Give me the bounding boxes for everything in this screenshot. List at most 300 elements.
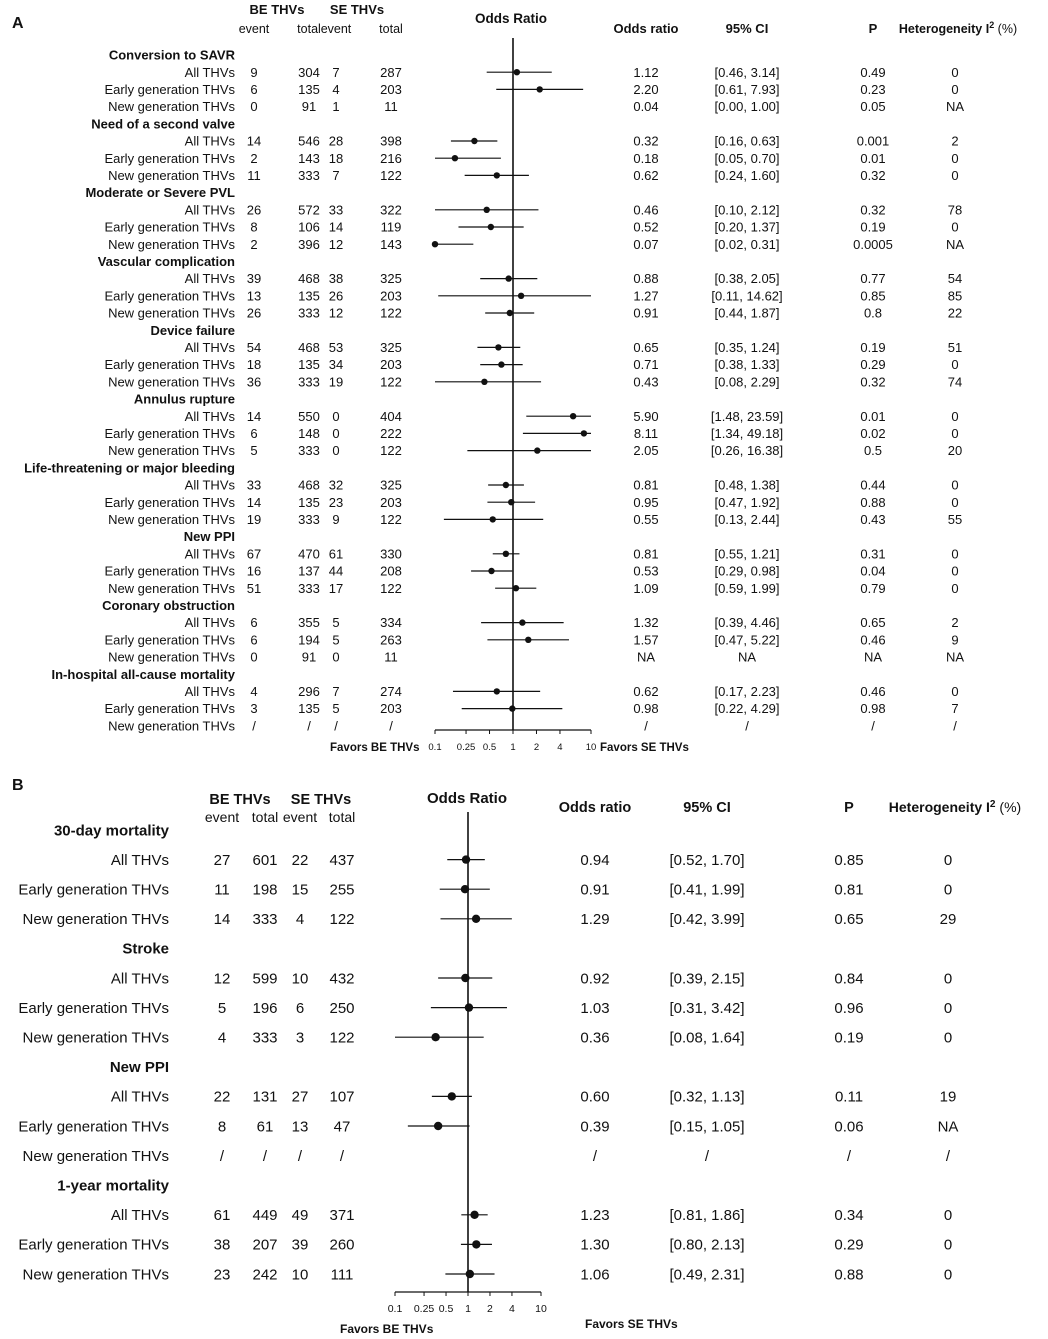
heterogeneity-value: 0 (943, 881, 953, 899)
ci-value: [0.81, 1.86] (669, 1207, 745, 1225)
odds-ratio-value: 0.71 (633, 357, 659, 373)
odds-ratio-value: 0.62 (633, 683, 659, 699)
se-total-value: 122 (380, 511, 402, 527)
se-event-header: event (320, 22, 352, 36)
ci-value: NA (737, 649, 757, 665)
be-event-value: 8 (217, 1118, 227, 1136)
group-title: Conversion to SAVR (108, 47, 235, 63)
p-value: 0.23 (860, 81, 886, 97)
p-value: 0.19 (860, 219, 886, 235)
heterogeneity-label: Heterogeneity I (888, 799, 990, 815)
se-total-value: 208 (380, 563, 402, 579)
be-total-value: 333 (298, 580, 320, 596)
row-label: All THVs (110, 1088, 169, 1106)
be-event-value: 36 (246, 374, 262, 390)
heterogeneity-value: 0 (951, 477, 959, 493)
be-total-header: total (297, 22, 321, 36)
row-label: All THVs (184, 546, 235, 562)
se-event-value: 10 (291, 970, 309, 988)
se-total-value: 203 (380, 357, 402, 373)
p-column-header: P (844, 800, 854, 816)
group-title: 1-year mortality (57, 1177, 169, 1195)
se-event-value: 7 (332, 167, 340, 183)
row-label: All THVs (184, 202, 235, 218)
p-value: 0.85 (834, 851, 864, 869)
se-total-value: 404 (380, 408, 402, 424)
se-event-value: 12 (328, 305, 344, 321)
be-event-value: 26 (246, 305, 262, 321)
odds-ratio-value: 0.04 (633, 99, 659, 115)
row-label: Early generation THVs (18, 881, 169, 899)
row-label: All THVs (110, 851, 169, 869)
row-label: New generation THVs (108, 305, 235, 321)
odds-ratio-point (581, 430, 587, 436)
heterogeneity-value: 0 (951, 81, 959, 97)
be-total-value: 333 (298, 305, 320, 321)
odds-ratio-value: / (592, 1147, 598, 1165)
se-event-value: 10 (291, 1266, 309, 1284)
odds-ratio-point (471, 138, 477, 144)
p-value: 0.04 (860, 563, 886, 579)
se-total-header: total (379, 22, 403, 36)
se-total-value: 263 (380, 632, 402, 648)
p-value: 0.19 (834, 1029, 864, 1047)
odds-ratio-point (498, 361, 504, 367)
ci-value: [0.49, 2.31] (669, 1266, 745, 1284)
se-total-value: / (389, 718, 393, 734)
p-value: 0.32 (860, 374, 886, 390)
row-label: All THVs (184, 615, 235, 631)
be-total-value: 396 (298, 236, 320, 252)
be-total-value: 196 (252, 999, 278, 1017)
odds-ratio-column-header: Odds ratio (558, 800, 632, 816)
heterogeneity-value: 0 (943, 999, 953, 1017)
p-value: 0.0005 (853, 236, 893, 252)
be-event-value: 67 (246, 546, 262, 562)
se-event-value: 23 (328, 494, 344, 510)
heterogeneity-superscript: 2 (989, 20, 995, 30)
odds-ratio-point (495, 344, 501, 350)
be-thvs-header: BE THVs (209, 792, 271, 808)
be-event-value: 4 (250, 683, 258, 699)
heterogeneity-value: NA (937, 1118, 959, 1136)
odds-ratio-value: 0.62 (633, 167, 659, 183)
odds-ratio-value: 0.65 (633, 339, 659, 355)
ci-value: [0.26, 16.38] (710, 443, 784, 459)
p-value: 0.29 (860, 357, 886, 373)
heterogeneity-column-header (889, 799, 1021, 815)
be-total-value: 135 (298, 357, 320, 373)
be-total-value: 198 (252, 881, 278, 899)
p-value: 0.46 (860, 683, 886, 699)
odds-ratio-point (481, 379, 487, 385)
be-total-value: 468 (298, 271, 320, 287)
p-value: 0.06 (834, 1118, 864, 1136)
heterogeneity-value: / (945, 1147, 951, 1165)
be-event-value: 26 (246, 202, 262, 218)
odds-ratio-point (570, 413, 576, 419)
p-value: 0.8 (863, 305, 883, 321)
se-event-value: 32 (328, 477, 344, 493)
odds-ratio-point (519, 619, 525, 625)
row-label: New generation THVs (108, 99, 235, 115)
be-total-value: / (262, 1147, 268, 1165)
ci-value: [0.38, 2.05] (714, 271, 780, 287)
se-total-value: 107 (329, 1088, 355, 1106)
odds-ratio-point (507, 310, 513, 316)
group-title: New PPI (183, 529, 235, 545)
odds-ratio-plot-title: Odds Ratio (474, 11, 548, 26)
heterogeneity-value: 0 (943, 851, 953, 869)
se-event-value: 6 (295, 999, 305, 1017)
odds-ratio-point (514, 69, 520, 75)
be-event-value: 14 (246, 494, 262, 510)
be-event-value: / (252, 718, 256, 734)
odds-ratio-value: 1.23 (580, 1207, 610, 1225)
ci-value: [0.80, 2.13] (669, 1236, 745, 1254)
ci-value: [0.13, 2.44] (714, 511, 780, 527)
row-label: New generation THVs (108, 649, 235, 665)
be-event-value: 2 (250, 236, 258, 252)
se-total-value: 203 (380, 288, 402, 304)
se-total-value: 371 (329, 1207, 355, 1225)
be-event-value: 3 (250, 701, 258, 717)
favors-be-label: Favors BE THVs (330, 742, 420, 754)
x-axis-tick-label: 4 (557, 742, 563, 753)
p-value: 0.98 (860, 701, 886, 717)
x-axis-tick-label: 10 (585, 742, 597, 753)
odds-ratio-point (534, 447, 540, 453)
odds-ratio-point (472, 915, 480, 923)
se-event-value: 39 (291, 1236, 309, 1254)
p-value: 0.29 (834, 1236, 864, 1254)
x-axis-tick-label: 4 (509, 1303, 515, 1315)
row-label: New generation THVs (108, 374, 235, 390)
ci-value: [0.10, 2.12] (714, 202, 780, 218)
favors-se-label: Favors SE THVs (585, 1317, 678, 1331)
ci-value: [0.55, 1.21] (714, 546, 780, 562)
se-total-value: 250 (329, 999, 355, 1017)
se-thvs-header: SE THVs (290, 792, 352, 808)
se-total-value: 119 (380, 219, 402, 235)
se-total-value: 432 (329, 970, 355, 988)
odds-ratio-point (466, 1270, 474, 1278)
se-event-value: 5 (332, 632, 340, 648)
row-label: Early generation THVs (18, 1118, 169, 1136)
ci-value: [0.15, 1.05] (669, 1118, 745, 1136)
se-event-value: 5 (332, 701, 340, 717)
be-total-value: 106 (298, 219, 320, 235)
heterogeneity-label: Heterogeneity I (898, 22, 990, 36)
odds-ratio-value: 1.12 (633, 64, 659, 80)
panel-letter: A (12, 15, 24, 32)
be-event-value: 11 (214, 881, 230, 899)
odds-ratio-value: 1.30 (580, 1236, 610, 1254)
odds-ratio-column-header: Odds ratio (613, 21, 679, 36)
be-event-value: 12 (213, 970, 231, 988)
heterogeneity-value: / (953, 718, 957, 734)
panel-letter: B (12, 777, 24, 794)
se-total-value: 322 (380, 202, 402, 218)
be-total-value: 599 (252, 970, 278, 988)
ci-value: [1.48, 23.59] (710, 408, 784, 424)
odds-ratio-point (452, 155, 458, 161)
be-total-value: 91 (301, 649, 317, 665)
odds-ratio-value: 1.29 (580, 911, 610, 929)
se-total-value: / (339, 1147, 345, 1165)
ci-value: [0.38, 1.33] (714, 357, 780, 373)
ci-value: / (704, 1147, 710, 1165)
heterogeneity-value: 2 (951, 133, 959, 149)
p-value: 0.96 (834, 999, 864, 1017)
odds-ratio-value: 0.39 (580, 1118, 610, 1136)
se-event-value: 3 (295, 1029, 305, 1047)
x-axis-tick-label: 0.1 (387, 1303, 403, 1315)
odds-ratio-value: 2.05 (633, 443, 659, 459)
odds-ratio-value: 0.60 (580, 1088, 610, 1106)
p-value: 0.01 (860, 150, 886, 166)
p-value: 0.34 (834, 1207, 864, 1225)
se-event-value: 0 (332, 443, 340, 459)
ci-value: [0.05, 0.70] (714, 150, 780, 166)
odds-ratio-point (503, 482, 509, 488)
odds-ratio-value: 1.09 (633, 580, 659, 596)
se-total-value: 47 (333, 1118, 351, 1136)
p-value: 0.84 (834, 970, 864, 988)
odds-ratio-value: 1.06 (580, 1266, 610, 1284)
row-label: Early generation THVs (18, 1236, 169, 1254)
odds-ratio-point (490, 516, 496, 522)
se-total-value: 260 (329, 1236, 355, 1254)
heterogeneity-value: 29 (939, 911, 957, 929)
se-event-value: 22 (291, 851, 309, 869)
heterogeneity-value: 0 (951, 425, 959, 441)
se-total-value: 330 (380, 546, 402, 562)
row-label: All THVs (184, 271, 235, 287)
ci-column-header: 95% CI (683, 800, 731, 816)
p-value: 0.44 (860, 477, 886, 493)
ci-value: [0.32, 1.13] (669, 1088, 745, 1106)
be-total-value: 601 (252, 851, 278, 869)
row-label: All THVs (184, 477, 235, 493)
odds-ratio-point (431, 1033, 439, 1041)
odds-ratio-point (494, 172, 500, 178)
ci-value: [0.00, 1.00] (714, 99, 780, 115)
be-total-value: 468 (298, 339, 320, 355)
row-label: New generation THVs (108, 718, 235, 734)
x-axis-tick-label: 0.25 (413, 1303, 435, 1315)
be-total-value: 131 (252, 1088, 278, 1106)
be-total-value: 135 (298, 81, 320, 97)
be-event-value: 4 (217, 1029, 227, 1047)
be-event-value: 39 (246, 271, 262, 287)
odds-ratio-point (483, 207, 489, 213)
heterogeneity-value: 0 (951, 357, 959, 373)
se-total-value: 11 (384, 649, 398, 665)
be-total-value: 296 (298, 683, 320, 699)
x-axis-tick-label: 0.1 (428, 742, 442, 753)
be-event-value: 6 (250, 81, 258, 97)
ci-value: [0.47, 1.92] (714, 494, 780, 510)
row-label: New generation THVs (108, 443, 235, 459)
ci-value: [0.59, 1.99] (714, 580, 780, 596)
heterogeneity-value: 0 (943, 1207, 953, 1225)
ci-value: [0.22, 4.29] (714, 701, 780, 717)
be-event-value: 2 (250, 150, 258, 166)
odds-ratio-point (518, 293, 524, 299)
odds-ratio-value: 0.32 (633, 133, 659, 149)
p-value: 0.81 (834, 881, 864, 899)
be-total-value: 135 (298, 288, 320, 304)
be-event-value: 6 (250, 425, 258, 441)
odds-ratio-value: / (644, 718, 648, 734)
row-label: Early generation THVs (104, 563, 235, 579)
ci-value: [0.08, 1.64] (669, 1029, 745, 1047)
se-total-value: 203 (380, 494, 402, 510)
heterogeneity-value: 2 (951, 615, 959, 631)
be-event-value: 14 (246, 408, 262, 424)
heterogeneity-value: 0 (951, 64, 959, 80)
be-event-value: 54 (246, 339, 262, 355)
p-value: 0.32 (860, 167, 886, 183)
ci-value: [0.42, 3.99] (669, 911, 745, 929)
be-event-value: 18 (246, 357, 262, 373)
se-event-value: 1 (332, 99, 340, 115)
se-total-value: 111 (330, 1266, 354, 1284)
heterogeneity-column-header (899, 20, 1017, 36)
ci-value: [0.24, 1.60] (714, 167, 780, 183)
se-total-value: 122 (380, 443, 402, 459)
se-total-value: 274 (380, 683, 402, 699)
be-event-value: 33 (246, 477, 262, 493)
heterogeneity-value: 54 (947, 271, 963, 287)
odds-ratio-value: 0.81 (633, 546, 659, 562)
group-title: Coronary obstruction (102, 597, 235, 613)
se-total-value: 143 (380, 236, 402, 252)
p-value: 0.65 (860, 615, 886, 631)
be-event-value: 6 (250, 632, 258, 648)
heterogeneity-value: 85 (947, 288, 963, 304)
be-total-value: 333 (298, 374, 320, 390)
row-label: All THVs (110, 1207, 169, 1225)
ci-value: [0.17, 2.23] (714, 683, 780, 699)
ci-value: [1.34, 49.18] (710, 425, 784, 441)
heterogeneity-value: 7 (951, 701, 959, 717)
heterogeneity-value: NA (945, 99, 965, 115)
be-total-value: 91 (301, 99, 317, 115)
be-event-value: 6 (250, 615, 258, 631)
p-value: / (871, 718, 875, 734)
row-label: Early generation THVs (104, 425, 235, 441)
se-total-value: 255 (329, 881, 355, 899)
heterogeneity-value: NA (945, 649, 965, 665)
be-total-value: 550 (298, 408, 320, 424)
be-total-value: 207 (252, 1236, 278, 1254)
odds-ratio-point (434, 1122, 442, 1130)
se-event-value: 44 (328, 563, 344, 579)
se-event-value: / (334, 718, 338, 734)
odds-ratio-point (494, 688, 500, 694)
se-event-value: 7 (332, 64, 340, 80)
row-label: All THVs (184, 408, 235, 424)
ci-value: [0.61, 7.93] (714, 81, 780, 97)
ci-value: [0.39, 4.46] (714, 615, 780, 631)
se-total-value: 325 (380, 339, 402, 355)
ci-value: [0.02, 0.31] (714, 236, 780, 252)
se-event-value: 4 (332, 81, 340, 97)
se-event-value: 0 (332, 408, 340, 424)
group-title: Vascular complication (97, 253, 235, 269)
se-total-value: 11 (384, 99, 398, 115)
odds-ratio-point (488, 568, 494, 574)
panel-b (12, 777, 1021, 1336)
p-value: 0.43 (860, 511, 886, 527)
p-value: / (846, 1147, 852, 1165)
row-label: Early generation THVs (104, 632, 235, 648)
be-total-value: 333 (298, 443, 320, 459)
odds-ratio-point (448, 1092, 456, 1100)
odds-ratio-value: 0.43 (633, 374, 659, 390)
p-value: 0.01 (860, 408, 886, 424)
heterogeneity-value: 19 (939, 1088, 957, 1106)
se-event-value: 28 (328, 133, 344, 149)
heterogeneity-value: 0 (943, 1266, 953, 1284)
odds-ratio-value: 0.91 (633, 305, 659, 321)
be-total-value: 135 (298, 494, 320, 510)
se-total-value: 334 (380, 615, 402, 631)
be-total-value: 194 (298, 632, 320, 648)
se-total-value: 122 (380, 305, 402, 321)
p-value: 0.46 (860, 632, 886, 648)
se-total-value: 122 (329, 1029, 355, 1047)
be-event-value: 38 (213, 1236, 231, 1254)
se-event-value: 13 (291, 1118, 309, 1136)
row-label: All THVs (184, 64, 235, 80)
odds-ratio-value: 0.36 (580, 1029, 610, 1047)
row-label: New generation THVs (22, 1266, 169, 1284)
be-event-value: 51 (246, 580, 262, 596)
p-value: 0.79 (860, 580, 886, 596)
se-event-value: 15 (291, 881, 309, 899)
be-total-value: 468 (298, 477, 320, 493)
row-label: New generation THVs (108, 580, 235, 596)
group-title: New PPI (109, 1059, 169, 1077)
p-value: 0.19 (860, 339, 886, 355)
odds-ratio-point (505, 275, 511, 281)
be-event-value: 13 (246, 288, 262, 304)
p-value: 0.11 (834, 1088, 864, 1106)
be-event-value: 14 (246, 133, 262, 149)
row-label: New generation THVs (108, 511, 235, 527)
be-event-value: 8 (250, 219, 258, 235)
se-event-value: 61 (328, 546, 344, 562)
heterogeneity-value: 0 (951, 408, 959, 424)
heterogeneity-value: 0 (951, 494, 959, 510)
heterogeneity-value: 0 (951, 219, 959, 235)
se-event-value: 26 (328, 288, 344, 304)
se-total-value: 122 (380, 580, 402, 596)
be-event-value: 0 (250, 99, 258, 115)
p-value: 0.32 (860, 202, 886, 218)
se-event-value: 12 (328, 236, 344, 252)
p-value: 0.88 (834, 1266, 864, 1284)
be-total-value: 333 (252, 1029, 278, 1047)
be-total-value: 333 (298, 511, 320, 527)
group-title: Device failure (150, 322, 235, 338)
group-title: Moderate or Severe PVL (85, 185, 235, 201)
heterogeneity-value: 0 (943, 1029, 953, 1047)
group-title: Stroke (122, 940, 169, 958)
